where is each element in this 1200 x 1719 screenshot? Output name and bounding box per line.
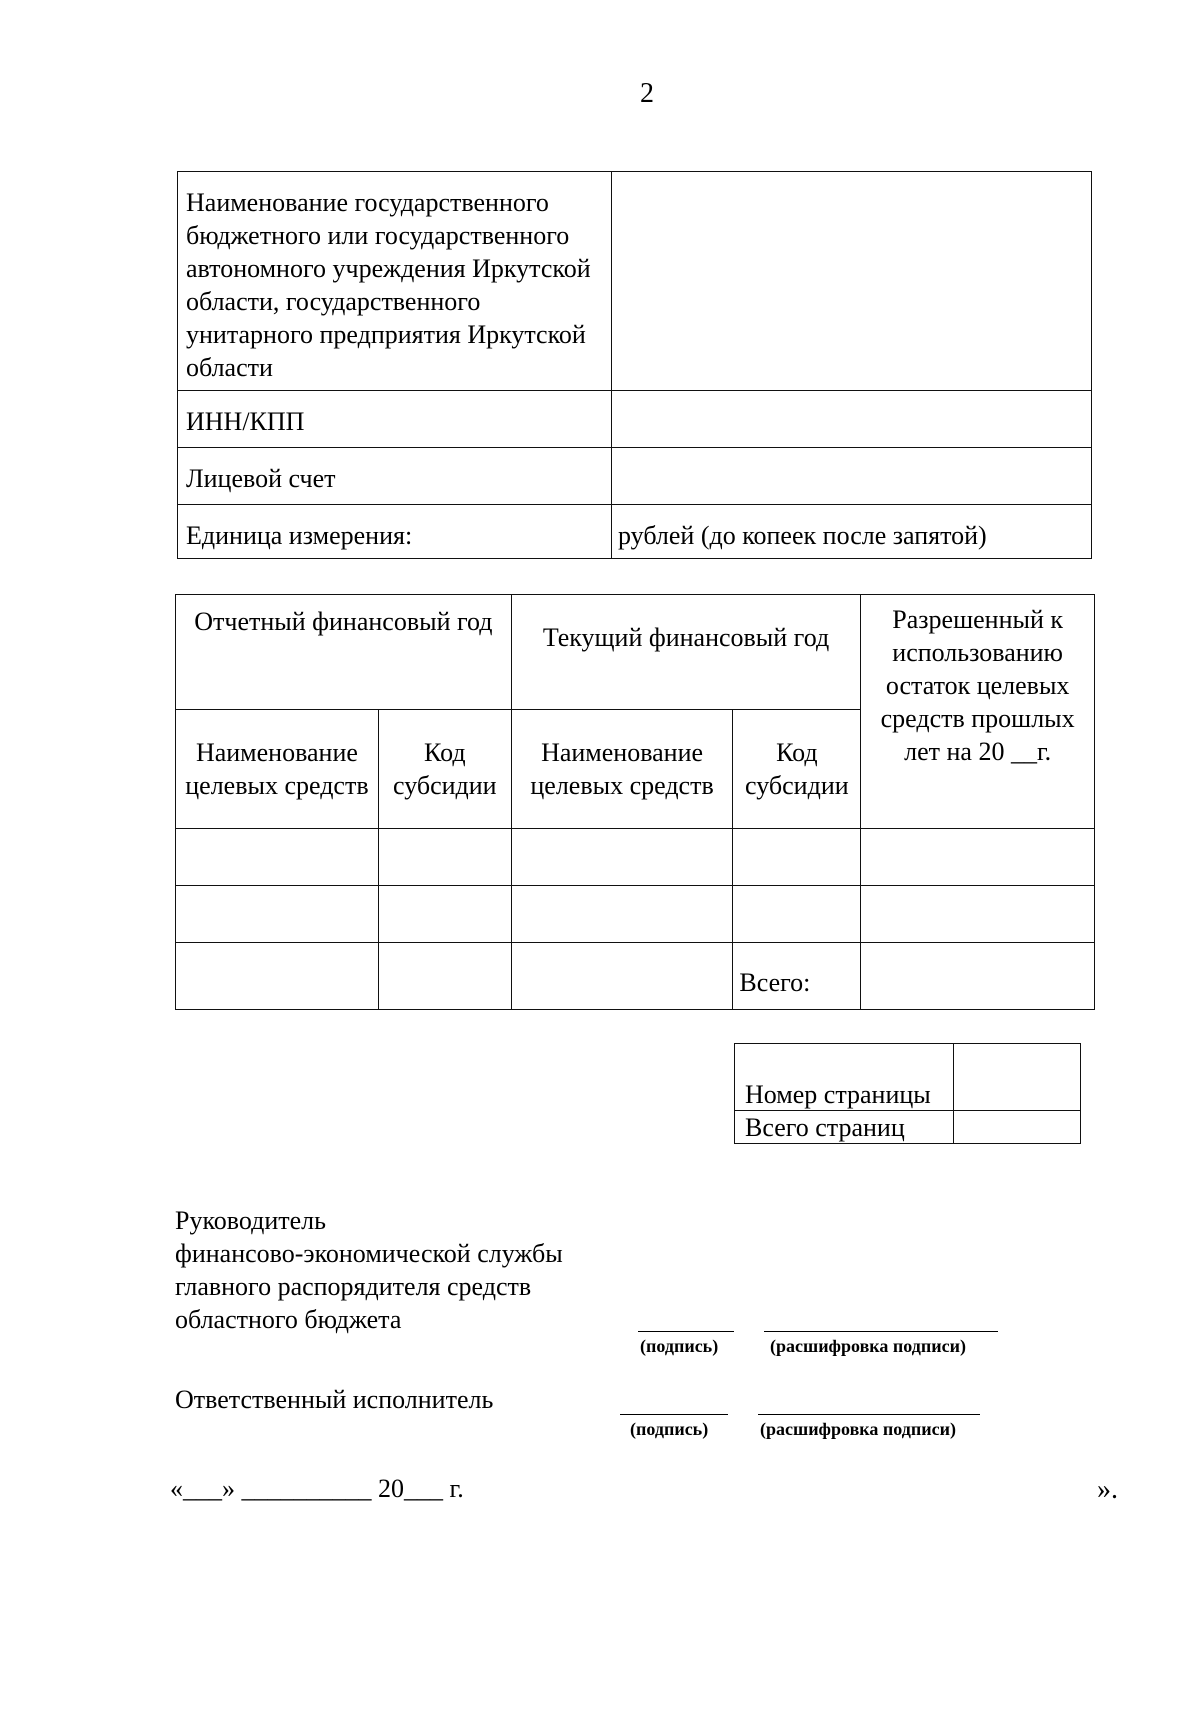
table-row [735, 1111, 1081, 1144]
organization-name-value[interactable] [612, 172, 1092, 391]
total-pages-value[interactable] [954, 1111, 1081, 1144]
reporting-name-header: Наименование целевых средств [176, 710, 379, 829]
table-row [178, 172, 1092, 391]
table-cell[interactable] [733, 886, 861, 943]
table-row [176, 829, 1095, 886]
table-cell[interactable] [176, 829, 379, 886]
table-header-row [176, 595, 1095, 710]
table-cell[interactable] [861, 829, 1095, 886]
head-title-line: областного бюджета [175, 1305, 402, 1334]
table-cell[interactable] [511, 886, 733, 943]
table-row [178, 448, 1092, 505]
table-cell[interactable] [861, 886, 1095, 943]
inn-kpp-label: ИНН/КПП [178, 391, 612, 448]
current-name-header: Наименование целевых средств [511, 710, 733, 829]
total-row [176, 943, 1095, 1010]
organization-name-label: Наименование государственного бюджетного или государственного автономного учреждения Иркутской области, государственного унитарного предприятия Иркутской области [178, 172, 612, 391]
closing-quote: ». [1097, 1474, 1118, 1505]
table-cell[interactable] [511, 943, 733, 1010]
target-funds-table [175, 594, 1095, 1010]
head-signature-line[interactable] [638, 1331, 734, 1332]
executor-signature-line[interactable] [620, 1414, 728, 1415]
date-line: «___» __________ 20___ г. [170, 1474, 464, 1503]
table-cell[interactable] [176, 886, 379, 943]
executor-label: Ответственный исполнитель [175, 1385, 494, 1414]
current-code-header: Код субсидии [733, 710, 861, 829]
executor-decoding-line[interactable] [758, 1414, 980, 1415]
unit-label: Единица измерения: [178, 505, 612, 559]
executor-signature-caption: (подпись) [630, 1419, 709, 1439]
head-title [175, 1204, 563, 1336]
account-label: Лицевой счет [178, 448, 612, 505]
current-year-header: Текущий финансовый год [511, 595, 861, 710]
total-value[interactable] [861, 943, 1095, 1010]
page-number: 2 [640, 78, 654, 109]
remainder-header: Разрешенный к использованию остаток целевых средств прошлых лет на 20 __г. [861, 595, 1095, 829]
table-cell[interactable] [378, 829, 511, 886]
head-decoding-caption: (расшифровка подписи) [770, 1336, 966, 1356]
total-pages-label: Всего страниц [735, 1111, 954, 1144]
page-number-value[interactable] [954, 1044, 1081, 1111]
total-label: Всего: [733, 943, 861, 1010]
head-title-line: финансово-экономической службы [175, 1239, 563, 1268]
inn-kpp-value[interactable] [612, 391, 1092, 448]
table-row [178, 391, 1092, 448]
table-cell[interactable] [378, 943, 511, 1010]
reporting-year-header: Отчетный финансовый год [176, 595, 512, 710]
page-number-label: Номер страницы [735, 1044, 954, 1111]
organization-info-table [177, 171, 1092, 559]
page-counter-table [734, 1043, 1081, 1144]
reporting-code-header: Код субсидии [378, 710, 511, 829]
account-value[interactable] [612, 448, 1092, 505]
table-cell[interactable] [511, 829, 733, 886]
table-row [176, 886, 1095, 943]
executor-decoding-caption: (расшифровка подписи) [760, 1419, 956, 1439]
head-decoding-line[interactable] [764, 1331, 998, 1332]
head-title-line: Руководитель [175, 1206, 326, 1235]
head-title-line: главного распорядителя средств [175, 1272, 532, 1301]
table-cell[interactable] [176, 943, 379, 1010]
head-signature-caption: (подпись) [640, 1336, 719, 1356]
table-cell[interactable] [378, 886, 511, 943]
table-cell[interactable] [733, 829, 861, 886]
unit-value: рублей (до копеек после запятой) [612, 505, 1092, 559]
table-row [735, 1044, 1081, 1111]
table-row [178, 505, 1092, 559]
